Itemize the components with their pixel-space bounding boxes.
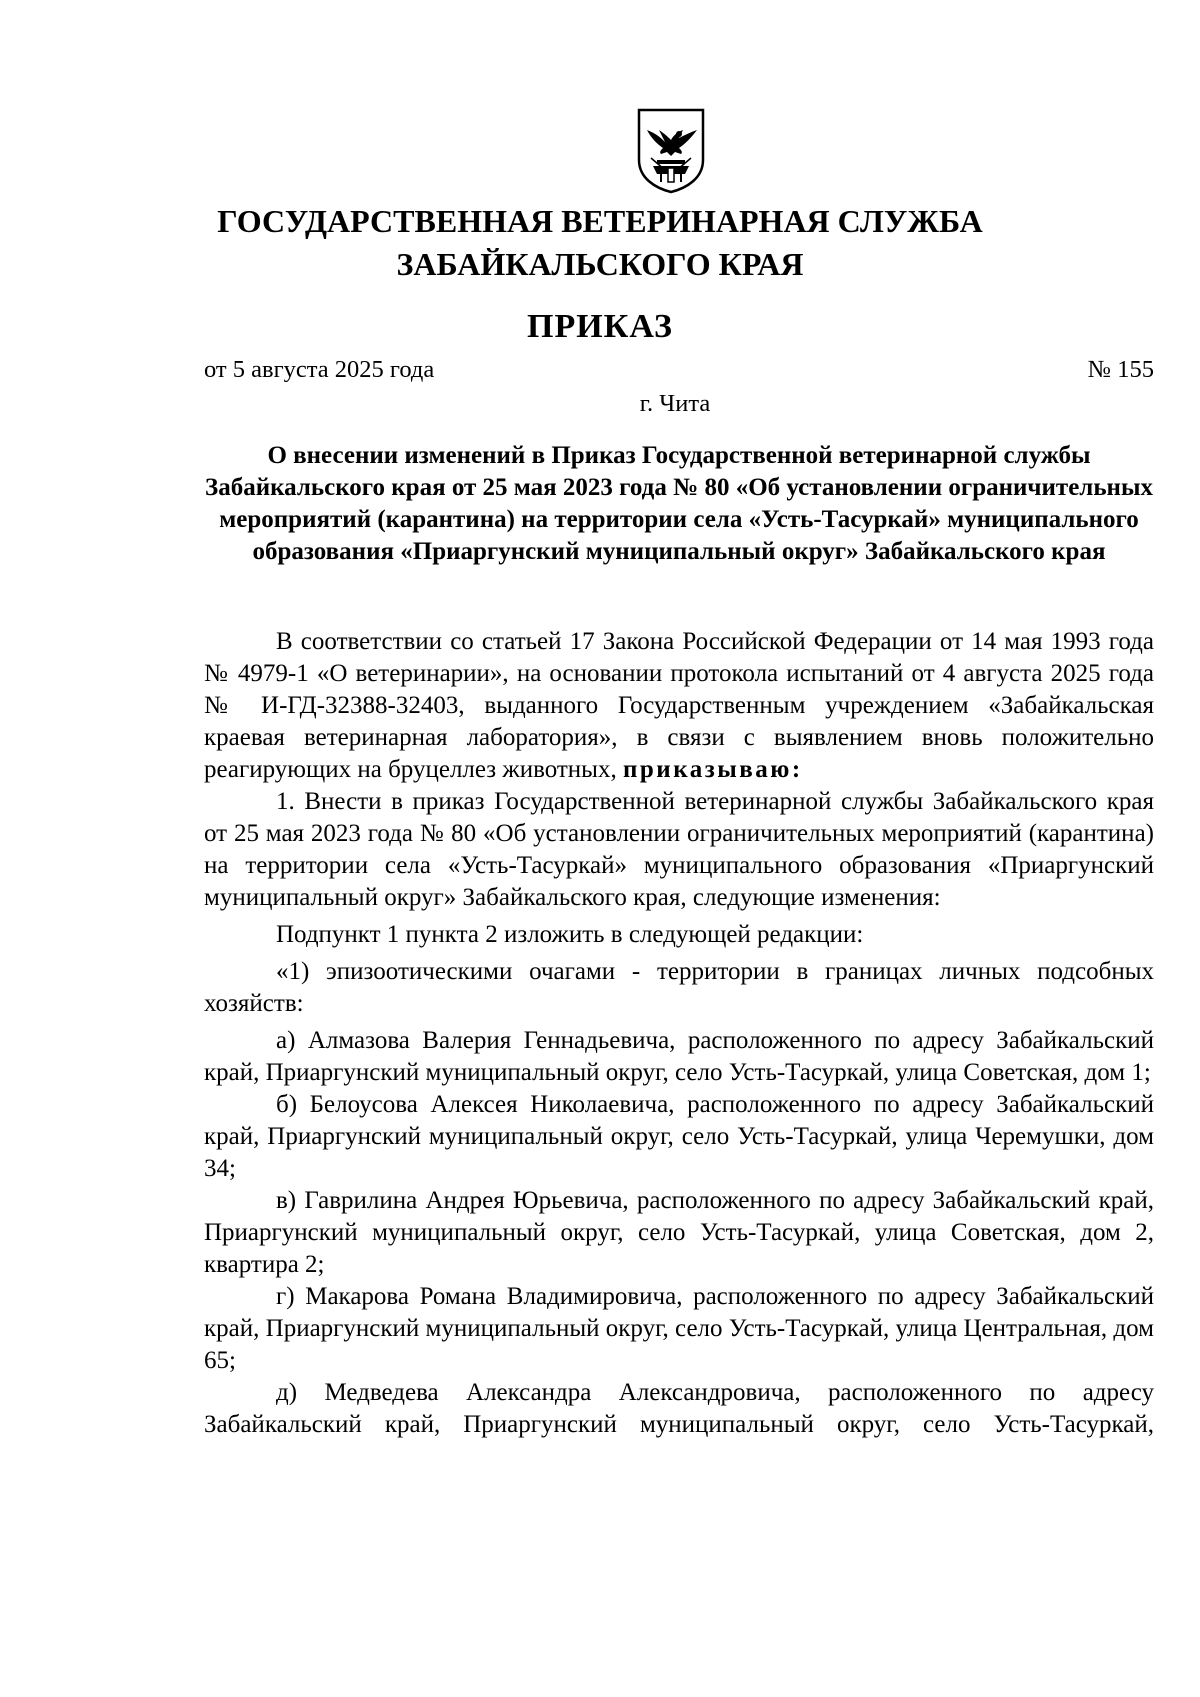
list-item: а) Алмазова Валерия Геннадьевича, расположенного по адресу Забайкальский край, Приаргунский муниципальный округ, село Усть-Тасуркай, улица Советская, дом 1; — [204, 1027, 1154, 1086]
preamble-command: приказываю: — [622, 756, 803, 783]
quote-start: «1) эпизоотическими очагами - территории в границах личных подсобных хозяйств: — [204, 958, 1154, 1017]
list-item: в) Гаврилина Андрея Юрьевича, расположенного по адресу Забайкальский край, Приаргунский муниципальный округ, село Усть-Тасуркай, улица Советская, дом 2, квартира 2; — [204, 1187, 1154, 1278]
header-title-line1: ГОСУДАРСТВЕННАЯ ВЕТЕРИНАРНАЯ СЛУЖБА — [217, 203, 983, 239]
list-item: б) Белоусова Алексея Николаевича, расположенного по адресу Забайкальский край, Приаргунский муниципальный округ, село Усть-Тасуркай, улица Черемушки, дом 34; — [204, 1091, 1154, 1182]
preamble-paragraph — [204, 626, 1154, 786]
order-number: № 155 — [1087, 356, 1154, 383]
order-city: г. Чита — [639, 390, 711, 417]
subitem-intro: Подпункт 1 пункта 2 изложить в следующей редакции: — [276, 921, 864, 948]
header-title-line2: ЗАБАЙКАЛЬСКОГО КРАЯ — [396, 246, 804, 282]
item1-paragraph: 1. Внести в приказ Государственной ветеринарной службы Забайкальского края от 25 мая 2023 года № 80 «Об установлении ограничительных мероприятий (карантина) на территории села «Усть-Тасуркай» муниципального образования «Приаргунский муниципальный округ» Забайкальского края, следующие изменения: — [204, 788, 1154, 911]
preamble-text: В соответствии со статьей 17 Закона Российской Федерации от 14 мая 1993 года № 4979-1 «О ветеринарии», на основании протокола испытаний от 4 августа 2025 года № И-ГД-32388-32403, выданного Государственным учреждением «Забайкальская краевая ветеринарная лаборатория», в связи с выявлением вновь положительно реагирующих на бруцеллез животных, — [204, 628, 1154, 783]
order-date: от 5 августа 2025 года — [204, 356, 435, 383]
order-subject: О внесении изменений в Приказ Государственной ветеринарной службы Забайкальского края от 25 мая 2023 года № 80 «Об установлении ограничительных мероприятий (карантина) на территории села «Усть-Тасуркай» муниципального образования «Приаргунский муниципальный округ» Забайкальского края — [205, 442, 1153, 565]
list-item: г) Макарова Романа Владимировича, расположенного по адресу Забайкальский край, Приаргунский муниципальный округ, село Усть-Тасуркай, улица Центральная, дом 65; — [204, 1283, 1154, 1374]
list-item: д) Медведева Александра Александровича, расположенного по адресу Забайкальский край, Приаргунский муниципальный округ, село Усть-Тасуркай, — [204, 1379, 1154, 1438]
order-heading: ПРИКАЗ — [527, 308, 673, 345]
order-date-line — [204, 354, 1154, 386]
coat-of-arms-icon — [635, 108, 707, 194]
order-body — [204, 626, 1154, 1441]
